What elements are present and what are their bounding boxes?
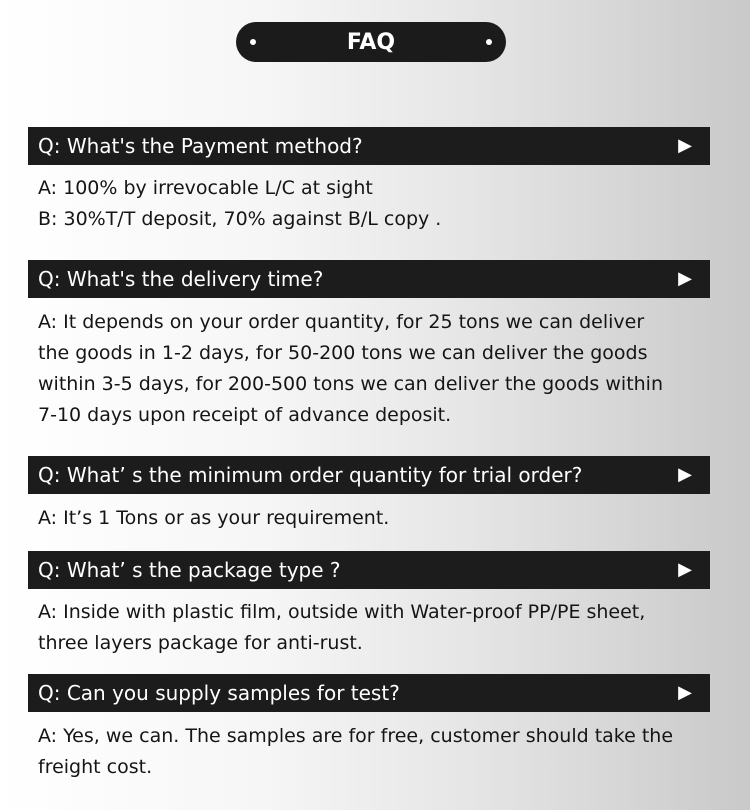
bullet-dot-icon: [250, 39, 256, 45]
answer-line: the goods in 1-2 days, for 50-200 tons we can deliver the goods: [38, 342, 648, 364]
answer-line: three layers package for anti-rust.: [38, 632, 363, 654]
bullet-dot-icon: [486, 39, 492, 45]
question-text: Q: What’ s the package type ?: [38, 558, 341, 582]
answer-line: B: 30%T/T deposit, 70% against B/L copy .: [38, 208, 442, 230]
page-title: FAQ: [346, 29, 396, 55]
faq-answer-package: [38, 597, 710, 659]
play-arrow-icon: ▶: [678, 682, 692, 703]
answer-line: freight cost.: [38, 756, 153, 778]
question-text: Q: Can you supply samples for test?: [38, 681, 400, 705]
answer-line: within 3-5 days, for 200-500 tons we can deliver the goods within: [38, 373, 664, 395]
faq-title-pill: [236, 22, 506, 62]
faq-question-delivery[interactable]: [28, 260, 710, 298]
answer-line: 7-10 days upon receipt of advance deposit.: [38, 404, 452, 426]
question-text: Q: What’ s the minimum order quantity for trial order?: [38, 463, 583, 487]
faq-question-moq[interactable]: [28, 456, 710, 494]
answer-line: A: Yes, we can. The samples are for free, customer should take the: [38, 725, 674, 747]
faq-question-samples[interactable]: [28, 674, 710, 712]
faq-answer-payment: [38, 173, 710, 235]
answer-line: A: Inside with plastic film, outside with Water-proof PP/PE sheet,: [38, 601, 646, 623]
answer-line: A: It depends on your order quantity, for 25 tons we can deliver: [38, 311, 645, 333]
question-text: Q: What's the Payment method?: [38, 134, 363, 158]
faq-answer-moq: [38, 503, 710, 534]
faq-answer-delivery: [38, 307, 710, 431]
answer-line: A: It’s 1 Tons or as your requirement.: [38, 507, 390, 529]
faq-question-package[interactable]: [28, 551, 710, 589]
question-text: Q: What's the delivery time?: [38, 267, 324, 291]
play-arrow-icon: ▶: [678, 135, 692, 156]
answer-line: A: 100% by irrevocable L/C at sight: [38, 177, 373, 199]
faq-question-payment[interactable]: [28, 127, 710, 165]
play-arrow-icon: ▶: [678, 559, 692, 580]
play-arrow-icon: ▶: [678, 268, 692, 289]
play-arrow-icon: ▶: [678, 464, 692, 485]
faq-answer-samples: [38, 721, 710, 783]
